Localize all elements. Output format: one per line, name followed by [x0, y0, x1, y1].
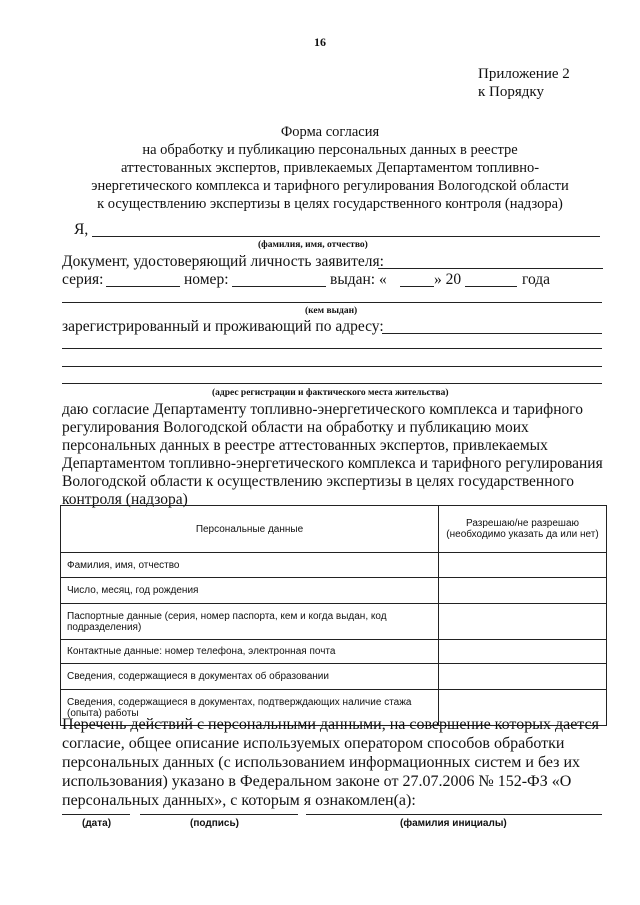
- table-row: [61, 553, 607, 578]
- address-caption: (адрес регистрации и фактического места жительства): [212, 388, 449, 398]
- number-field[interactable]: [232, 286, 326, 287]
- form-title: [60, 123, 600, 213]
- date-caption: (дата): [82, 818, 112, 829]
- signature-caption: (подпись): [190, 818, 239, 829]
- row-label: Фамилия, имя, отчество: [61, 553, 439, 578]
- header-permission-line-2: (необходимо указать да или нет): [446, 529, 599, 540]
- page-number: 16: [314, 35, 326, 49]
- actions-line-3: персональных данных (с использованием информационных систем и без их: [62, 754, 581, 771]
- actions-paragraph: [62, 715, 607, 810]
- consent-line-6: контроля (надзора): [62, 491, 188, 508]
- title-line-5: к осуществлению экспертизы в целях государственного контроля (надзора): [97, 196, 563, 212]
- address-field-3[interactable]: [62, 366, 602, 367]
- name-field[interactable]: [306, 814, 602, 815]
- row-label: Сведения, содержащиеся в документах, подтверждающих наличие стажа (опыта) работы: [61, 690, 439, 726]
- address-field-1[interactable]: [382, 333, 602, 334]
- address-label: зарегистрированный и проживающий по адресу:: [62, 318, 384, 335]
- address-field-2[interactable]: [62, 348, 602, 349]
- table-header-row: [61, 506, 607, 553]
- signature-field[interactable]: [140, 814, 298, 815]
- row-permission-cell[interactable]: [439, 604, 607, 640]
- date-field[interactable]: [62, 814, 130, 815]
- consent-line-1: даю согласие Департаменту топливно-энергетического комплекса и тарифного: [62, 401, 583, 418]
- consent-paragraph: [62, 401, 607, 509]
- number-label: номер:: [184, 271, 229, 288]
- row-label: Контактные данные: номер телефона, электронная почта: [61, 640, 439, 664]
- header-permission: [439, 506, 607, 553]
- table-row: [61, 664, 607, 690]
- issued-label: выдан: «: [330, 271, 387, 288]
- issued-by-field[interactable]: [62, 302, 602, 303]
- table-row: [61, 578, 607, 604]
- i-label: Я,: [74, 221, 89, 238]
- personal-data-table: [60, 505, 607, 726]
- document-label: Документ, удостоверяющий личность заявителя:: [62, 253, 384, 270]
- consent-line-3: персональных данных в реестре аттестованных экспертов, привлекаемых: [62, 437, 548, 454]
- fio-field[interactable]: [92, 236, 600, 237]
- row-permission-cell[interactable]: [439, 664, 607, 690]
- consent-line-5: Вологодской области к осуществлению экспертизы в целях государственного: [62, 473, 574, 490]
- fio-caption: (фамилия, имя, отчество): [258, 240, 368, 250]
- consent-line-4: Департаментом топливно-энергетического комплекса и тарифного регулирования: [62, 455, 603, 472]
- issued-mid-label: » 20: [434, 271, 462, 288]
- actions-line-5: персональных данных», с которым я ознакомлен(а):: [62, 792, 416, 809]
- row-label: Число, месяц, год рождения: [61, 578, 439, 604]
- title-line-1: Форма согласия: [280, 124, 380, 140]
- header-permission-line-1: Разрешаю/не разрешаю: [465, 518, 580, 529]
- header-personal-data: Персональные данные: [61, 506, 439, 553]
- consent-line-2: регулирования Вологодской области на обработку и публикацию моих: [62, 419, 529, 436]
- title-line-2: на обработку и публикацию персональных данных в реестре: [142, 142, 518, 158]
- table-row: [61, 640, 607, 664]
- name-caption: (фамилия инициалы): [400, 818, 507, 829]
- row-label: Паспортные данные (серия, номер паспорта, кем и когда выдан, код подразделения): [61, 604, 439, 640]
- title-line-4: энергетического комплекса и тарифного регулирования Вологодской области: [91, 178, 569, 194]
- address-field-4[interactable]: [62, 383, 602, 384]
- issued-year-field[interactable]: [465, 286, 517, 287]
- appendix-line-1: Приложение 2: [478, 66, 570, 82]
- row-label: Сведения, содержащиеся в документах об образовании: [61, 664, 439, 690]
- document-field[interactable]: [378, 268, 603, 269]
- series-field[interactable]: [106, 286, 180, 287]
- year-label: года: [522, 271, 551, 288]
- issued-day-field[interactable]: [400, 286, 434, 287]
- issued-by-caption: (кем выдан): [305, 306, 358, 316]
- appendix-note: [478, 65, 570, 101]
- actions-line-1: Перечень действий с персональными данными, на совершение которых дается: [62, 716, 599, 733]
- title-line-3: аттестованных экспертов, привлекаемых Департаментом топливно-: [120, 160, 540, 176]
- row-permission-cell[interactable]: [439, 640, 607, 664]
- row-permission-cell[interactable]: [439, 553, 607, 578]
- appendix-line-2: к Порядку: [478, 84, 544, 100]
- table-row: [61, 604, 607, 640]
- actions-line-2: согласие, общее описание используемых оператором способов обработки: [62, 735, 565, 752]
- actions-line-4: использования) указано в Федеральном законе от 27.07.2006 № 152-ФЗ «О: [62, 773, 572, 790]
- row-permission-cell[interactable]: [439, 578, 607, 604]
- series-label: серия:: [62, 271, 104, 288]
